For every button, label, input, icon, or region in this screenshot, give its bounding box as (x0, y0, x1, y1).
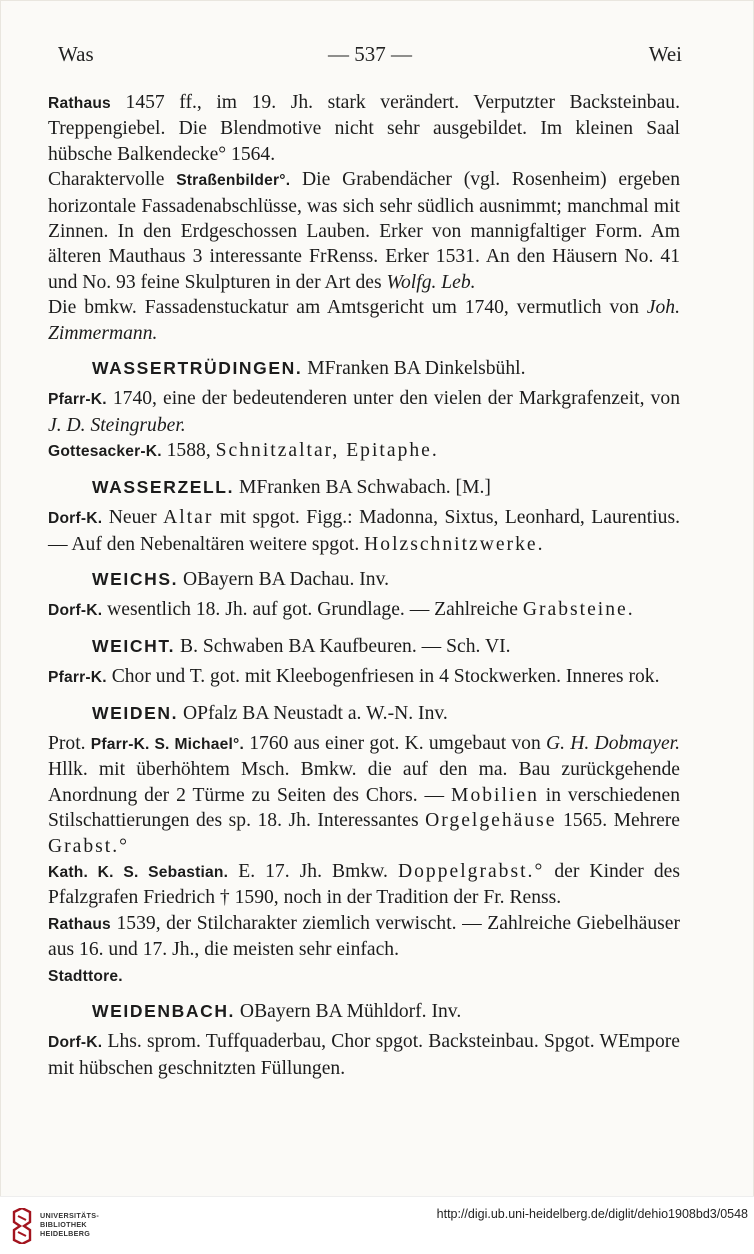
artist-name: Joh. Zimmermann. (48, 297, 680, 344)
entry-text: Chor und T. got. mit Kleebogenfriesen in 4 Stockwerken. Inneres rok. (106, 666, 660, 688)
entry-text: E. 17. Jh. Bmkw. (228, 860, 398, 882)
entry-strassenbilder (48, 167, 680, 295)
spaced-text: Doppelgrabst.° (397, 860, 545, 882)
header-right-keyword: Wei (648, 42, 682, 66)
entry-dorfkirche (48, 505, 680, 557)
entry-gottesackerkirche (48, 438, 680, 464)
entry-text: in verschiedenen Stilschattierungen des sp. 18. Jh. Interessantes (48, 784, 680, 832)
header-left-keyword: Was (58, 42, 94, 66)
place-region: B. Schwaben BA Kaufbeuren. — Sch. VI. (175, 635, 511, 657)
place-region: OBayern BA Mühldorf. Inv. (235, 1001, 462, 1022)
place-heading-weiden (92, 701, 680, 726)
library-logo[interactable] (10, 1206, 160, 1246)
artist-name: Wolfg. Leb. (386, 271, 476, 293)
entry-text: Die Grabendächer (vgl. Rosenheim) ergeben horizontale Fassadenabschlüsse, was sich sehr südlich ausnimmt; manchmal mit Zinnen. In den Erdgeschossen Lauben. Erker von mannigfaltiger Form. Am älteren Mauthaus 3 interessante FrRenss. Erker 1531. An den Häusern No. 41 und No. 93 feine Skulpturen in der Art des (48, 169, 681, 293)
entry-text: 1539, der Stilcharakter ziemlich verwischt. — Zahlreiche Giebelhäuser aus 16. und 17. Jh., die meisten sehr einfach. (48, 912, 680, 961)
logo-line: BIBLIOTHEK (40, 1220, 87, 1229)
entry-text: 1588, (161, 440, 216, 462)
entry-text: 1457 ff., im 19. Jh. stark verändert. Verputzter Backsteinbau. Treppengiebel. Die Blendmotive nicht sehr ausgebildet. Im kleinen Saal hübsche Balkendecke° 1564. (48, 92, 680, 165)
entry-label: Rathaus (48, 95, 111, 112)
artist-name: J. D. Steingruber. (48, 414, 186, 436)
entry-pfarrkirche (48, 386, 680, 438)
place-heading-wassertruedingen (92, 356, 680, 381)
place-name: WASSERTRÜDINGEN. (92, 358, 303, 379)
entry-label: Straßenbilder°. (176, 172, 291, 190)
entry-label: Pfarr-K. (48, 391, 107, 409)
entry-text: 1740, eine der bedeutenderen unter den vielen der Markgrafenzeit, von (106, 388, 680, 410)
place-region: OPfalz BA Neustadt a. W.-N. Inv. (178, 702, 448, 724)
entry-prefix: Prot. (48, 732, 91, 754)
entry-text: Neuer (102, 507, 164, 529)
entry-label: Dorf-K. (48, 510, 103, 528)
viewer-footer (0, 1196, 754, 1254)
artist-name: G. H. Dobmayer. (546, 732, 680, 754)
entry-text: Lhs. sprom. Tuffquaderbau, Chor spgot. Backsteinbau. Spgot. WEmpore mit hübschen geschnitzten Füllungen. (48, 1031, 680, 1079)
entry-prefix: Charaktervolle (48, 169, 177, 191)
entry-dorfkirche (48, 1029, 680, 1081)
place-name: WEIDEN. (92, 702, 179, 723)
entry-text: Hllk. mit überhöhtem Msch. Bmkw. die auf den ma. Bau zurückgehende Anordnung der 2 Türme zu Seiten des Chors. — (48, 759, 680, 806)
entry-label: Dorf-K. (48, 602, 103, 620)
place-name: WEICHT. (92, 635, 176, 656)
entry-kath-kirche (48, 859, 680, 911)
place-name: WEICHS. (92, 568, 179, 589)
place-region: OBayern BA Dachau. Inv. (178, 568, 390, 590)
logo-line: UNIVERSITÄTS- (40, 1211, 100, 1220)
entry-label: Kath. K. S. Sebastian. (48, 863, 229, 881)
entry-label: Gottesacker-K. (48, 443, 162, 461)
entry-label: Pfarr-K. S. Michael°. (90, 735, 245, 753)
spaced-text: Holzschnitzwerke. (364, 533, 545, 555)
entry-text: 1760 aus einer got. K. umgebaut von (244, 732, 546, 754)
entry-text: der Kinder des Pfalzgrafen Friedrich † 1590, noch in der Tradition der Fr. Renss. (48, 860, 680, 909)
place-name: WASSERZELL. (92, 476, 235, 497)
entry-prot-pfarrkirche (48, 731, 680, 859)
entry-fassadenstuckatur (48, 295, 680, 346)
entry-label: Rathaus (48, 915, 111, 933)
entry-label: Pfarr-K. (48, 669, 107, 687)
page-number: — 537 — (328, 42, 412, 66)
spaced-text: Altar (163, 507, 214, 529)
entry-stadttore (48, 963, 680, 989)
spaced-text: Schnitzaltar, Epitaphe. (215, 440, 439, 462)
entry-rathaus (48, 911, 680, 963)
place-heading-wasserzell (92, 475, 680, 500)
entry-rathaus (48, 90, 680, 167)
place-name: WEIDENBACH. (92, 1001, 236, 1021)
entry-label: Dorf-K. (48, 1034, 103, 1052)
page-body (48, 90, 680, 1081)
entry-text: Die bmkw. Fassadenstuckatur am Amtsgericht um 1740, vermutlich von (48, 297, 647, 319)
logo-line: HEIDELBERG (40, 1229, 91, 1238)
spaced-text: Orgelgehäuse (425, 810, 557, 832)
entry-text: 1565. Mehrere (556, 810, 680, 832)
entry-text: wesentlich 18. Jh. auf got. Grundlage. — Zahlreiche (102, 599, 523, 621)
place-heading-weichs (92, 567, 680, 592)
entry-text: mit spgot. Figg.: Madonna, Sixtus, Leonhard, Laurentius. — Auf den Nebenaltären weitere spgot. (48, 507, 680, 555)
spaced-text: Grabsteine. (522, 599, 635, 621)
place-region: MFranken BA Schwabach. [M.] (234, 476, 491, 498)
place-heading-weidenbach (92, 999, 680, 1024)
spaced-text: Grabst.° (48, 835, 129, 857)
source-url-link[interactable]: http://digi.ub.uni-heidelberg.de/diglit/dehio1908bd3/0548 (436, 1207, 748, 1221)
place-heading-weicht (92, 634, 680, 659)
running-header (58, 42, 682, 72)
library-logo-text (40, 1211, 99, 1238)
entry-pfarrkirche (48, 664, 680, 690)
library-logo-icon (10, 1208, 34, 1244)
entry-dorfkirche (48, 597, 680, 623)
spaced-text: Mobilien (451, 784, 539, 806)
entry-label: Stadttore. (48, 967, 123, 985)
place-region: MFranken BA Dinkelsbühl. (302, 358, 526, 380)
